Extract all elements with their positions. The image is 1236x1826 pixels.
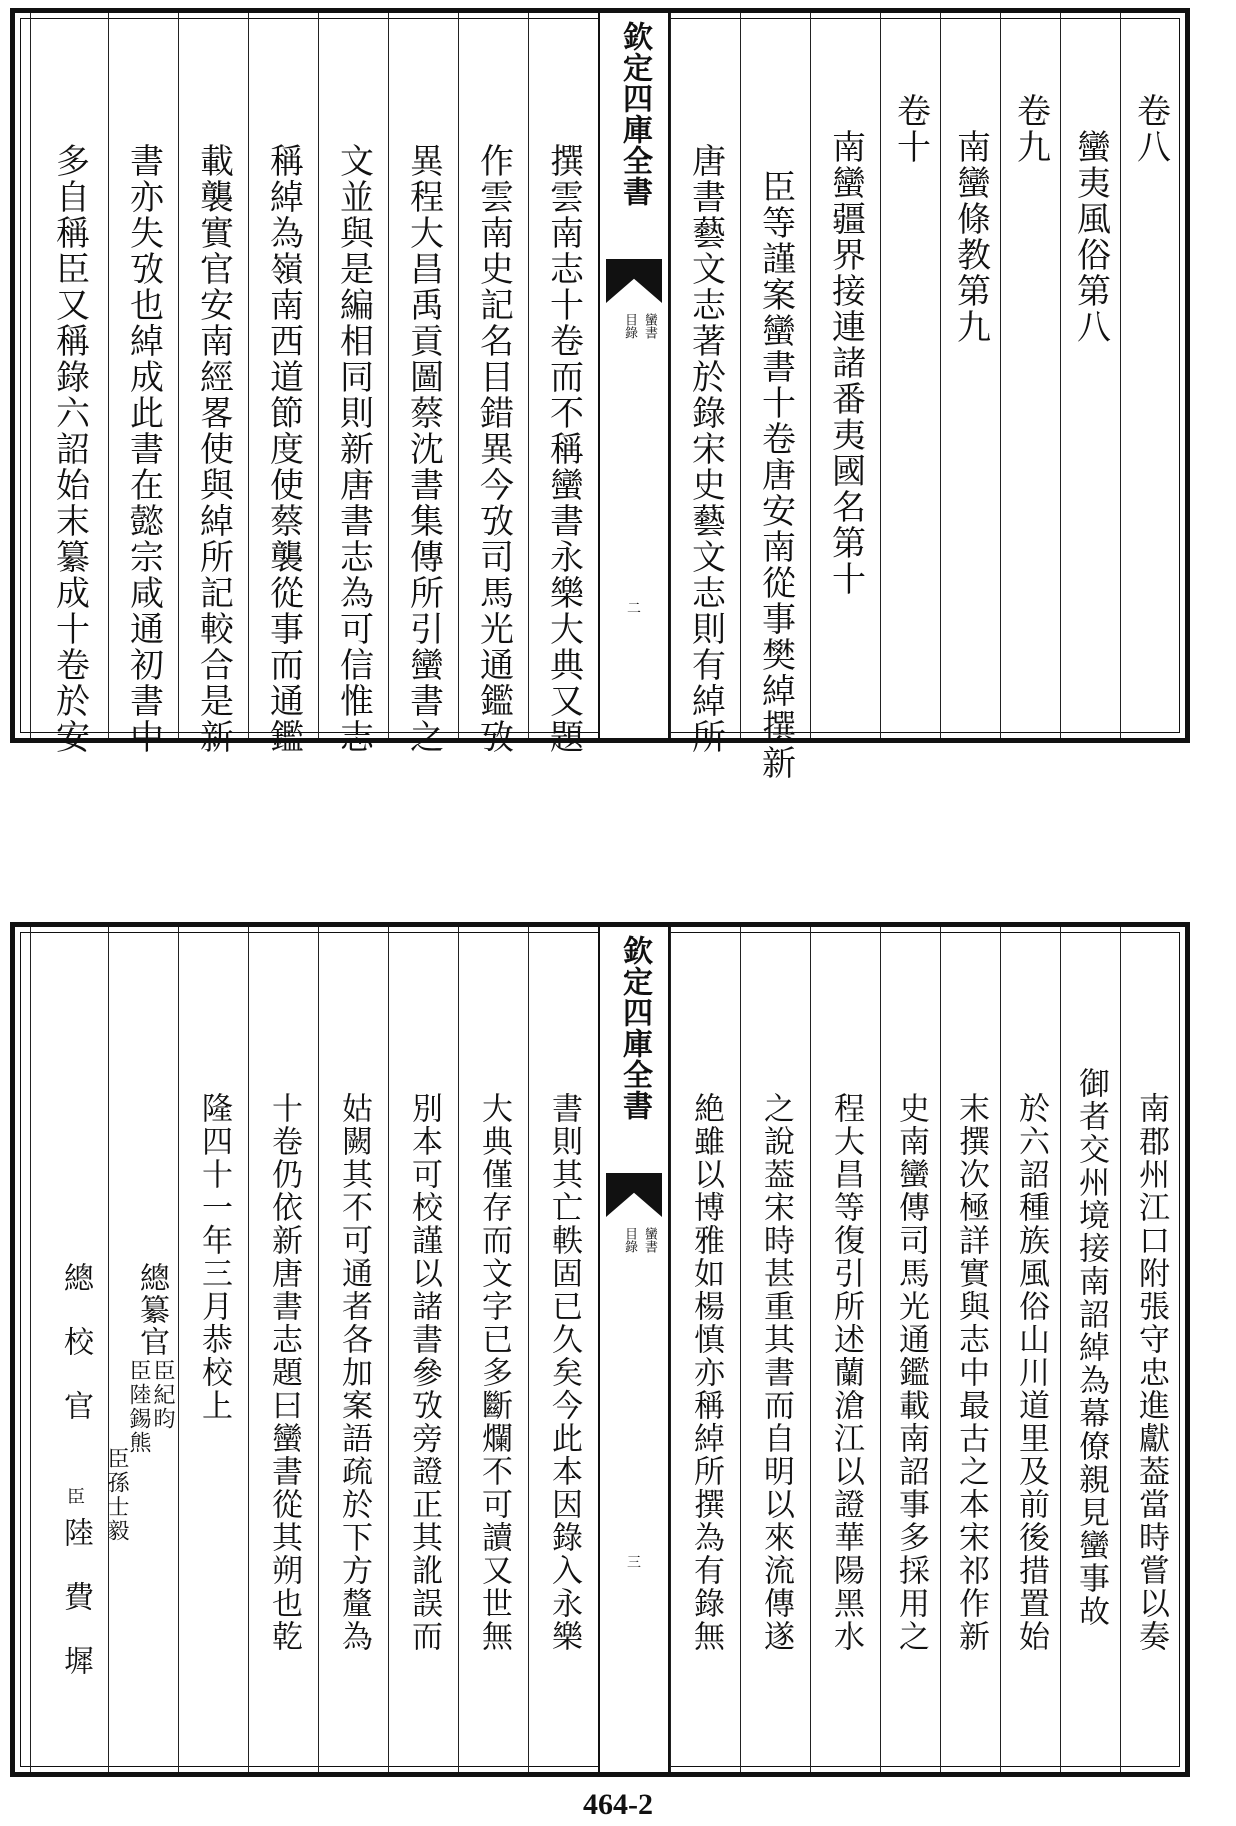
column-text: 之說葢宋時甚重其書而自明以來流傳遂 — [758, 1092, 794, 1653]
column — [248, 927, 318, 1772]
column-text: 史南蠻傳司馬光通鑑載南詔事多採用之 — [893, 1092, 929, 1653]
proofreader-name: 陸 費 墀 — [58, 1517, 93, 1677]
column-text: 末撰次極詳實與志中最古之本宋祁作新 — [953, 1092, 989, 1653]
column-text: 多自稱臣又稱錄六詔始末纂成十卷於安 — [49, 143, 90, 755]
column — [248, 13, 318, 755]
column — [108, 13, 178, 755]
column — [940, 13, 1000, 738]
column-text: 大典僅存而文字已多斷爛不可讀又世無 — [476, 1092, 512, 1653]
column-text: 南郡州江口附張守忠進獻葢當時嘗以奏 — [1133, 1092, 1169, 1653]
column — [1000, 13, 1060, 738]
column — [1000, 927, 1060, 1772]
column-text: 書亦失攷也綽成此書在懿宗咸通初書中 — [123, 143, 164, 755]
column — [528, 927, 598, 1772]
column-text: 唐書藝文志著於錄宋史藝文志則有綽所 — [685, 143, 726, 755]
column-text: 稱綽為嶺南西道節度使蔡襲從事而通鑑 — [263, 143, 304, 755]
banks-title: 欽定四庫全書 — [617, 21, 652, 207]
column-text: 書則其亡軼固已久矣今此本因錄入永樂 — [546, 1092, 582, 1653]
banks-section-name: 目錄 — [622, 1227, 637, 1253]
compiler-lu-xixiong: 臣陸錫熊 — [126, 1359, 151, 1455]
column — [740, 927, 810, 1772]
compilers-title: 總纂官 — [134, 1262, 169, 1358]
compiler-sun-shiyi: 臣孫士毅 — [104, 1447, 129, 1543]
banks-book-name: 蠻書 — [642, 313, 657, 339]
column — [1060, 13, 1120, 738]
fish-tail-mark-icon — [606, 259, 662, 303]
column-text: 卷八 — [1130, 93, 1171, 165]
column — [880, 927, 940, 1772]
proofreader-subject-mark: 臣 — [64, 1487, 85, 1507]
column-text: 於六詔種族風俗山川道里及前後措置始 — [1013, 1092, 1049, 1653]
column — [670, 13, 740, 755]
column-text: 卷九 — [1010, 93, 1051, 165]
column-text: 南蠻疆界接連諸番夷國名第十 — [825, 93, 866, 597]
compiler-ji-yun: 臣紀昀 — [150, 1359, 175, 1431]
column-text: 別本可校謹以諸書參攷旁證正其訛誤而 — [406, 1092, 442, 1653]
signature-column-compilers — [104, 927, 178, 1772]
center-fold-banks — [598, 13, 670, 738]
column — [528, 13, 598, 755]
column — [458, 927, 528, 1772]
column — [1060, 927, 1120, 1772]
column — [1120, 13, 1180, 738]
column — [1120, 927, 1180, 1772]
center-fold-banks — [598, 927, 670, 1772]
column — [318, 927, 388, 1772]
column-text: 絶雖以博雅如楊慎亦稱綽所撰為有錄無 — [688, 1092, 724, 1653]
fish-tail-mark-icon — [606, 1173, 662, 1217]
banks-book-name: 蠻書 — [642, 1227, 657, 1253]
column — [388, 927, 458, 1772]
banks-title: 欽定四庫全書 — [617, 935, 652, 1121]
top-page — [10, 8, 1190, 781]
column-text: 撰雲南志十卷而不稱蠻書永樂大典又題 — [543, 143, 584, 755]
page-footer-number: 464-2 — [583, 1788, 653, 1821]
column — [940, 927, 1000, 1772]
column — [810, 927, 880, 1772]
column — [388, 13, 458, 755]
column — [810, 13, 880, 738]
column-text: 載襲實官安南經畧使與綽所記較合是新 — [193, 143, 234, 755]
column-text: 異程大昌禹貢圖蔡沈書集傳所引蠻書之 — [403, 143, 444, 755]
column — [318, 13, 388, 755]
column-text: 御者交州境接南詔綽為幕僚親見蠻事故 — [1073, 1067, 1109, 1628]
banks-page-number: 二 — [627, 601, 641, 617]
column — [458, 13, 528, 755]
column — [30, 13, 108, 755]
proofreader-title: 總 校 官 — [58, 1262, 93, 1422]
column-text: 隆四十一年三月恭校上 — [196, 1092, 232, 1422]
column — [178, 13, 248, 755]
column-text: 卷十 — [890, 93, 931, 165]
bottom-page — [10, 922, 1190, 1777]
column-text: 臣等謹案蠻書十卷唐安南從事樊綽撰新 — [755, 133, 796, 781]
column-text: 作雲南史記名目錯異今攷司馬光通鑑攷 — [473, 143, 514, 755]
column-text: 蠻夷風俗第八 — [1070, 93, 1111, 345]
column — [740, 13, 810, 781]
column-text: 程大昌等復引所述蘭滄江以證華陽黑水 — [828, 1092, 864, 1653]
column-text: 十卷仍依新唐書志題曰蠻書從其朔也乾 — [266, 1092, 302, 1653]
signature-column-proofreader — [30, 927, 108, 1772]
banks-section-name: 目錄 — [622, 313, 637, 339]
column — [880, 13, 940, 738]
column-text: 文並與是編相同則新唐書志為可信惟志 — [333, 143, 374, 755]
banks-page-number: 三 — [627, 1555, 641, 1571]
column — [178, 927, 248, 1772]
column-text: 姑闕其不可通者各加案語疏於下方釐為 — [336, 1092, 372, 1653]
column-text: 南蠻條教第九 — [950, 93, 991, 345]
column — [670, 927, 740, 1772]
